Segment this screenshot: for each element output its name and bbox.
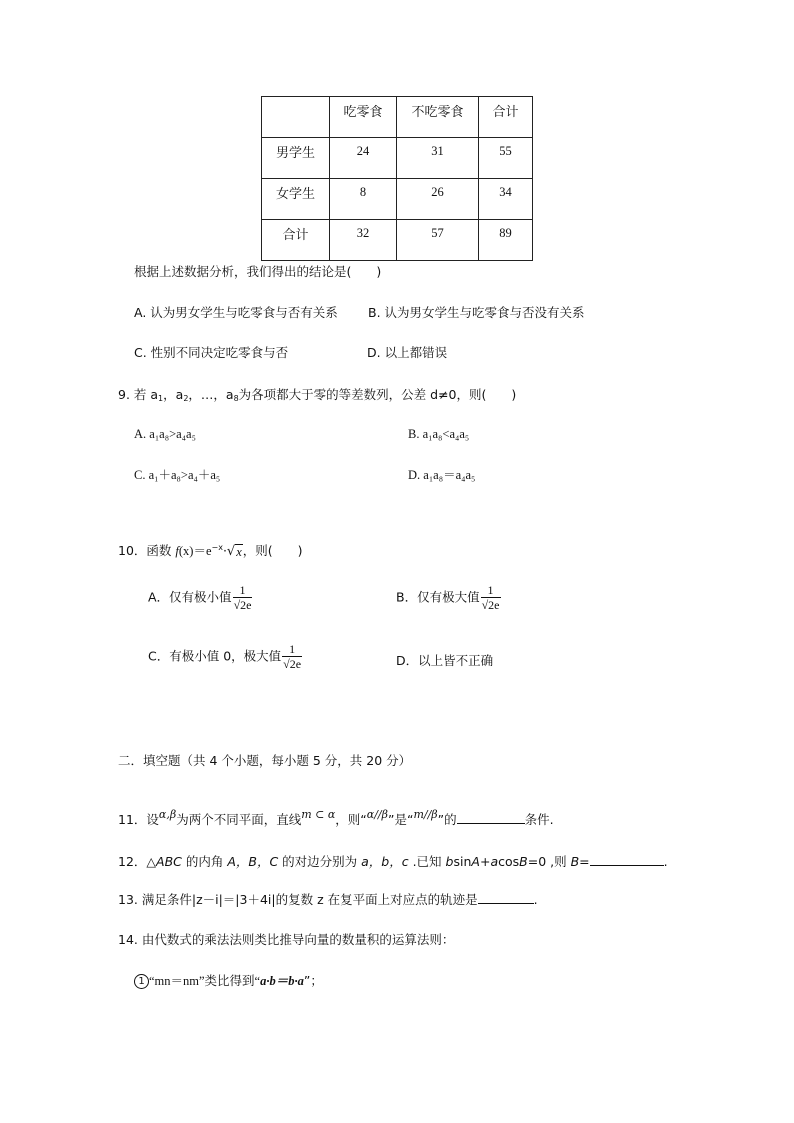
q14-item: 1 “mn＝nm”类比得到“a·b＝b·a”； <box>134 973 323 989</box>
table-cell: 女学生 <box>262 179 330 220</box>
q10-option-b: B．仅有极大值 $\frac{1}{√2e}$ <box>396 583 500 612</box>
q13-stem: 13. 满足条件|z－i|＝|3＋4i|的复数 z 在复平面上对应点的轨迹是 . <box>118 892 538 907</box>
q12-stem: 12．△ABC 的内角 A，B，C 的对边分别为 a，b，c .已知 bsinA+acosB=0 ,则 B= . <box>118 854 668 869</box>
table-cell: 55 <box>479 138 533 179</box>
table-cell: 57 <box>397 220 479 261</box>
q8-option-b: B. 认为男女学生与吃零食与否没有关系 <box>368 305 585 320</box>
table-cell: 合计 <box>262 220 330 261</box>
q10-stem: 10．函数 $f(x)=e^{-x}\cdot$ √ x ，则( ) <box>118 543 303 560</box>
table-cell: 男学生 <box>262 138 330 179</box>
table-header-row <box>262 97 533 138</box>
q10-option-c: C．有极小值 0，极大值 $\frac{1}{√2e}$ <box>148 642 302 671</box>
q8-stem: 根据上述数据分析，我们得出的结论是( ) <box>134 264 382 279</box>
table-header-cell: 吃零食 <box>330 97 397 138</box>
section-heading: 二．填空题（共 4 个小题，每小题 5 分，共 20 分） <box>118 753 412 768</box>
table-header-cell: 合计 <box>479 97 533 138</box>
table-cell: 32 <box>330 220 397 261</box>
table-header-cell <box>262 97 330 138</box>
table-cell: 26 <box>397 179 479 220</box>
table-cell: 89 <box>479 220 533 261</box>
contingency-table <box>261 96 533 261</box>
q11-stem: 11．设α,β为两个不同平面，直线m ⊂ α，则“α//β”是“m//β”的 条件. <box>118 808 554 827</box>
q8-option-d: D. 以上都错误 <box>367 345 448 360</box>
q8-option-c: C. 性别不同决定吃零食与否 <box>134 345 289 360</box>
q8-option-a: A. 认为男女学生与吃零食与否有关系 <box>134 305 338 320</box>
fraction: $\frac{1}{√2e}$ <box>233 583 252 612</box>
answer-blank[interactable] <box>478 891 534 904</box>
table-cell: 8 <box>330 179 397 220</box>
q9-option-d: D. a₁a₈＝a₄a₅ <box>408 468 476 482</box>
q10-option-d: D．以上皆不正确 <box>396 653 494 668</box>
fraction: $\frac{1}{√2e}$ <box>481 583 500 612</box>
q14-stem: 14. 由代数式的乘法法则类比推导向量的数量积的运算法则： <box>118 932 455 947</box>
q9-stem: 9. 若 $a_1$，$a_2$，…，$a_8$为各项都大于零的等差数列，公差 d≠0，则( ) <box>118 387 517 403</box>
answer-blank[interactable] <box>590 853 664 866</box>
q9-option-c: C. a₁＋a₈>a₄＋a₅ <box>134 468 221 482</box>
q9-option-b: B. a₁a₈<a₄a₅ <box>408 427 470 441</box>
table-row <box>262 220 533 261</box>
fraction: $\frac{1}{√2e}$ <box>283 642 302 671</box>
q10-option-a: A．仅有极小值 $\frac{1}{√2e}$ <box>148 583 252 612</box>
circled-number: 1 <box>134 974 149 989</box>
answer-blank[interactable] <box>457 811 525 824</box>
table-row <box>262 138 533 179</box>
table-header-cell: 不吃零食 <box>397 97 479 138</box>
table-cell: 34 <box>479 179 533 220</box>
table-row <box>262 179 533 220</box>
q9-option-a: A. a₁a₈>a₄a₅ <box>134 427 196 441</box>
table-cell: 31 <box>397 138 479 179</box>
sqrt-symbol: √ x <box>226 544 242 560</box>
table-cell: 24 <box>330 138 397 179</box>
